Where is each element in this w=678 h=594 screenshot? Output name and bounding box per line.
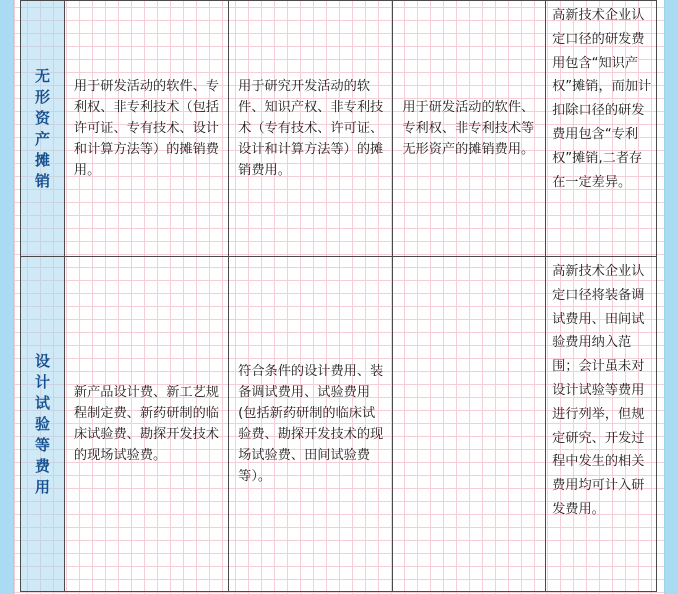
table-cell-accounting-scope <box>393 257 546 592</box>
rd-expense-comparison-table <box>20 0 657 592</box>
table-cell-super-deduction-scope <box>229 1 393 257</box>
table-cell-high-tech-scope <box>64 257 228 592</box>
row-header-cell <box>21 257 65 592</box>
table-row-design-test-fees <box>21 257 657 592</box>
row-header-cell <box>21 1 65 257</box>
cell-text: 新产品设计费、新工艺规程制定费、新药研制的临床试验费、勘探开发技术的现场试验费。 <box>73 385 219 463</box>
cell-text: 用于研究开发活动的软件、知识产权、非专利技术（专有技术、许可证、设计和计算方法等）的摊销费用。 <box>238 79 384 178</box>
row-label-intangible-amortization: 无形资产摊销 <box>34 66 50 190</box>
table-cell-difference-note <box>546 257 657 592</box>
table-cell-accounting-scope <box>393 1 546 257</box>
table-cell-super-deduction-scope <box>229 257 393 592</box>
cell-text: 用于研发活动的软件、专利权、非专利技术（包括许可证、专有技术、设计和计算方法等）的摊销费用。 <box>73 79 219 178</box>
table-row-intangible-amortization <box>21 1 657 257</box>
cell-text: 高新技术企业认定口径的研发费用包含“知识产权”摊销，而加计扣除口径的研发费用包含“专利权”摊销,二者存在一定差异。 <box>552 8 652 190</box>
table-cell-high-tech-scope <box>64 1 228 257</box>
row-label-design-test-fees: 设计试验等费用 <box>34 351 50 496</box>
table-cell-difference-note <box>546 1 657 257</box>
cell-text: 高新技术企业认定口径将装备调试费用、田间试验费用纳入范围；会计虽未对设计试验等费用进行列举，但规定研究、开发过程中发生的相关费用均可计入研发费用。 <box>552 264 645 517</box>
cell-text: 符合条件的设计费用、装备调试费用、试验费用(包括新药研制的临床试验费、勘探开发技术的现场试验费、田间试验费等）。 <box>238 364 384 484</box>
cell-text: 用于研发活动的软件、专利权、非专利技术等无形资产的摊销费用。 <box>402 100 535 157</box>
